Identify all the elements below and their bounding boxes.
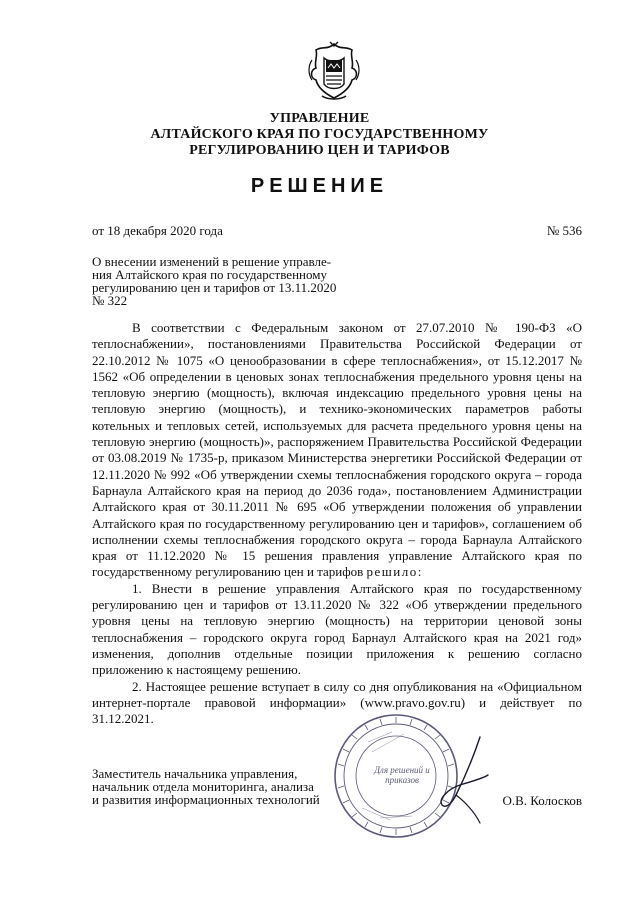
subject-line: регулированию цен и тарифов от 13.11.2020 xyxy=(92,280,337,295)
subject-line: ния Алтайского края по государственному xyxy=(92,267,327,282)
decision-item-1: 1. Внести в решение управления Алтайского края по государственному регулированию цен и тарифов от 13.11.2020 № 322 «Об утверждении предельного уровня цены на тепловую энергию (мощность) на территории ценовой зоны теплоснабжения – городского округа город Барнаул Алтайского края на 2021 год» изменения, дополнив отдельные позиции приложения к решению согласно приложению к настоящему решению. xyxy=(92,580,582,678)
document-number: № 536 xyxy=(546,223,582,238)
position-line: Заместитель начальника управления, xyxy=(92,766,298,781)
organization-line: УПРАВЛЕНИЕ xyxy=(269,111,370,126)
preamble-text: В соответствии с Федеральным законом от 27.07.2010 № 190-ФЗ «О теплоснабжении», постановлениями Правительства Российской Федерации от 22.10.2012 № 1075 «О ценообразовании в сфере теплоснабжения», от 15.12.2017 № 1562 «Об определении в ценовых зонах теплоснабжения предельного уровня цены на тепловую энергию (мощность), включая индексацию предельного уровня цены на тепловую энергию (мощность), и технико-экономических параметров работы котельных и тепловых сетей, используемых для расчета предельного уровня цены на тепловую энергию (мощность)», распоряжением Правительства Российской Федерации от 03.08.2019 № 1735-р, приказом Министерства энергетики Российской Федерации от 12.11.2020 № 992 «Об утверждении схемы теплоснабжения городского округа – города Барнаула Алтайского края на период до 2036 года», постановлением Администрации Алтайского края от 30.11.2011 № 695 «Об утверждении положения об управлении Алтайского края по государственному регулированию цен и тарифов», соглашением об исполнении схемы теплоснабжения городского округа – города Барнаула Алтайского края от 11.12.2020 № 15 решения правления управление Алтайского края по государственному регулированию цен и тарифов xyxy=(92,320,582,580)
handwritten-signature xyxy=(420,735,510,825)
stamp-text: Для решений и приказов xyxy=(374,765,430,785)
organization-name xyxy=(0,111,639,159)
document-date: от 18 декабря 2020 года xyxy=(92,223,223,238)
document-title: РЕШЕНИЕ xyxy=(250,175,389,197)
signatory-name: О.В. Колосков xyxy=(502,793,582,808)
signatory-position xyxy=(92,767,412,806)
preamble-paragraph xyxy=(92,320,582,581)
organization-line: РЕГУЛИРОВАНИЮ ЦЕН И ТАРИФОВ xyxy=(189,143,450,158)
decision-item-2: 2. Настоящее решение вступает в силу со дня опубликования на «Официальном интернет-портале правовой информации» (www.pravo.gov.ru) и действует по 31.12.2021. xyxy=(92,678,582,727)
subject-line: № 322 xyxy=(92,293,128,308)
decision-word: решило: xyxy=(366,564,423,580)
coat-of-arms-emblem xyxy=(304,40,364,104)
subject-line: О внесении изменений в решение управле- xyxy=(92,254,332,269)
organization-line: АЛТАЙСКОГО КРАЯ ПО ГОСУДАРСТВЕННОМУ xyxy=(150,127,489,142)
position-line: и развития информационных технологий xyxy=(92,792,320,807)
document-body xyxy=(92,320,582,727)
document-subject xyxy=(92,255,372,307)
position-line: начальник отдела мониторинга, анализа xyxy=(92,779,314,794)
